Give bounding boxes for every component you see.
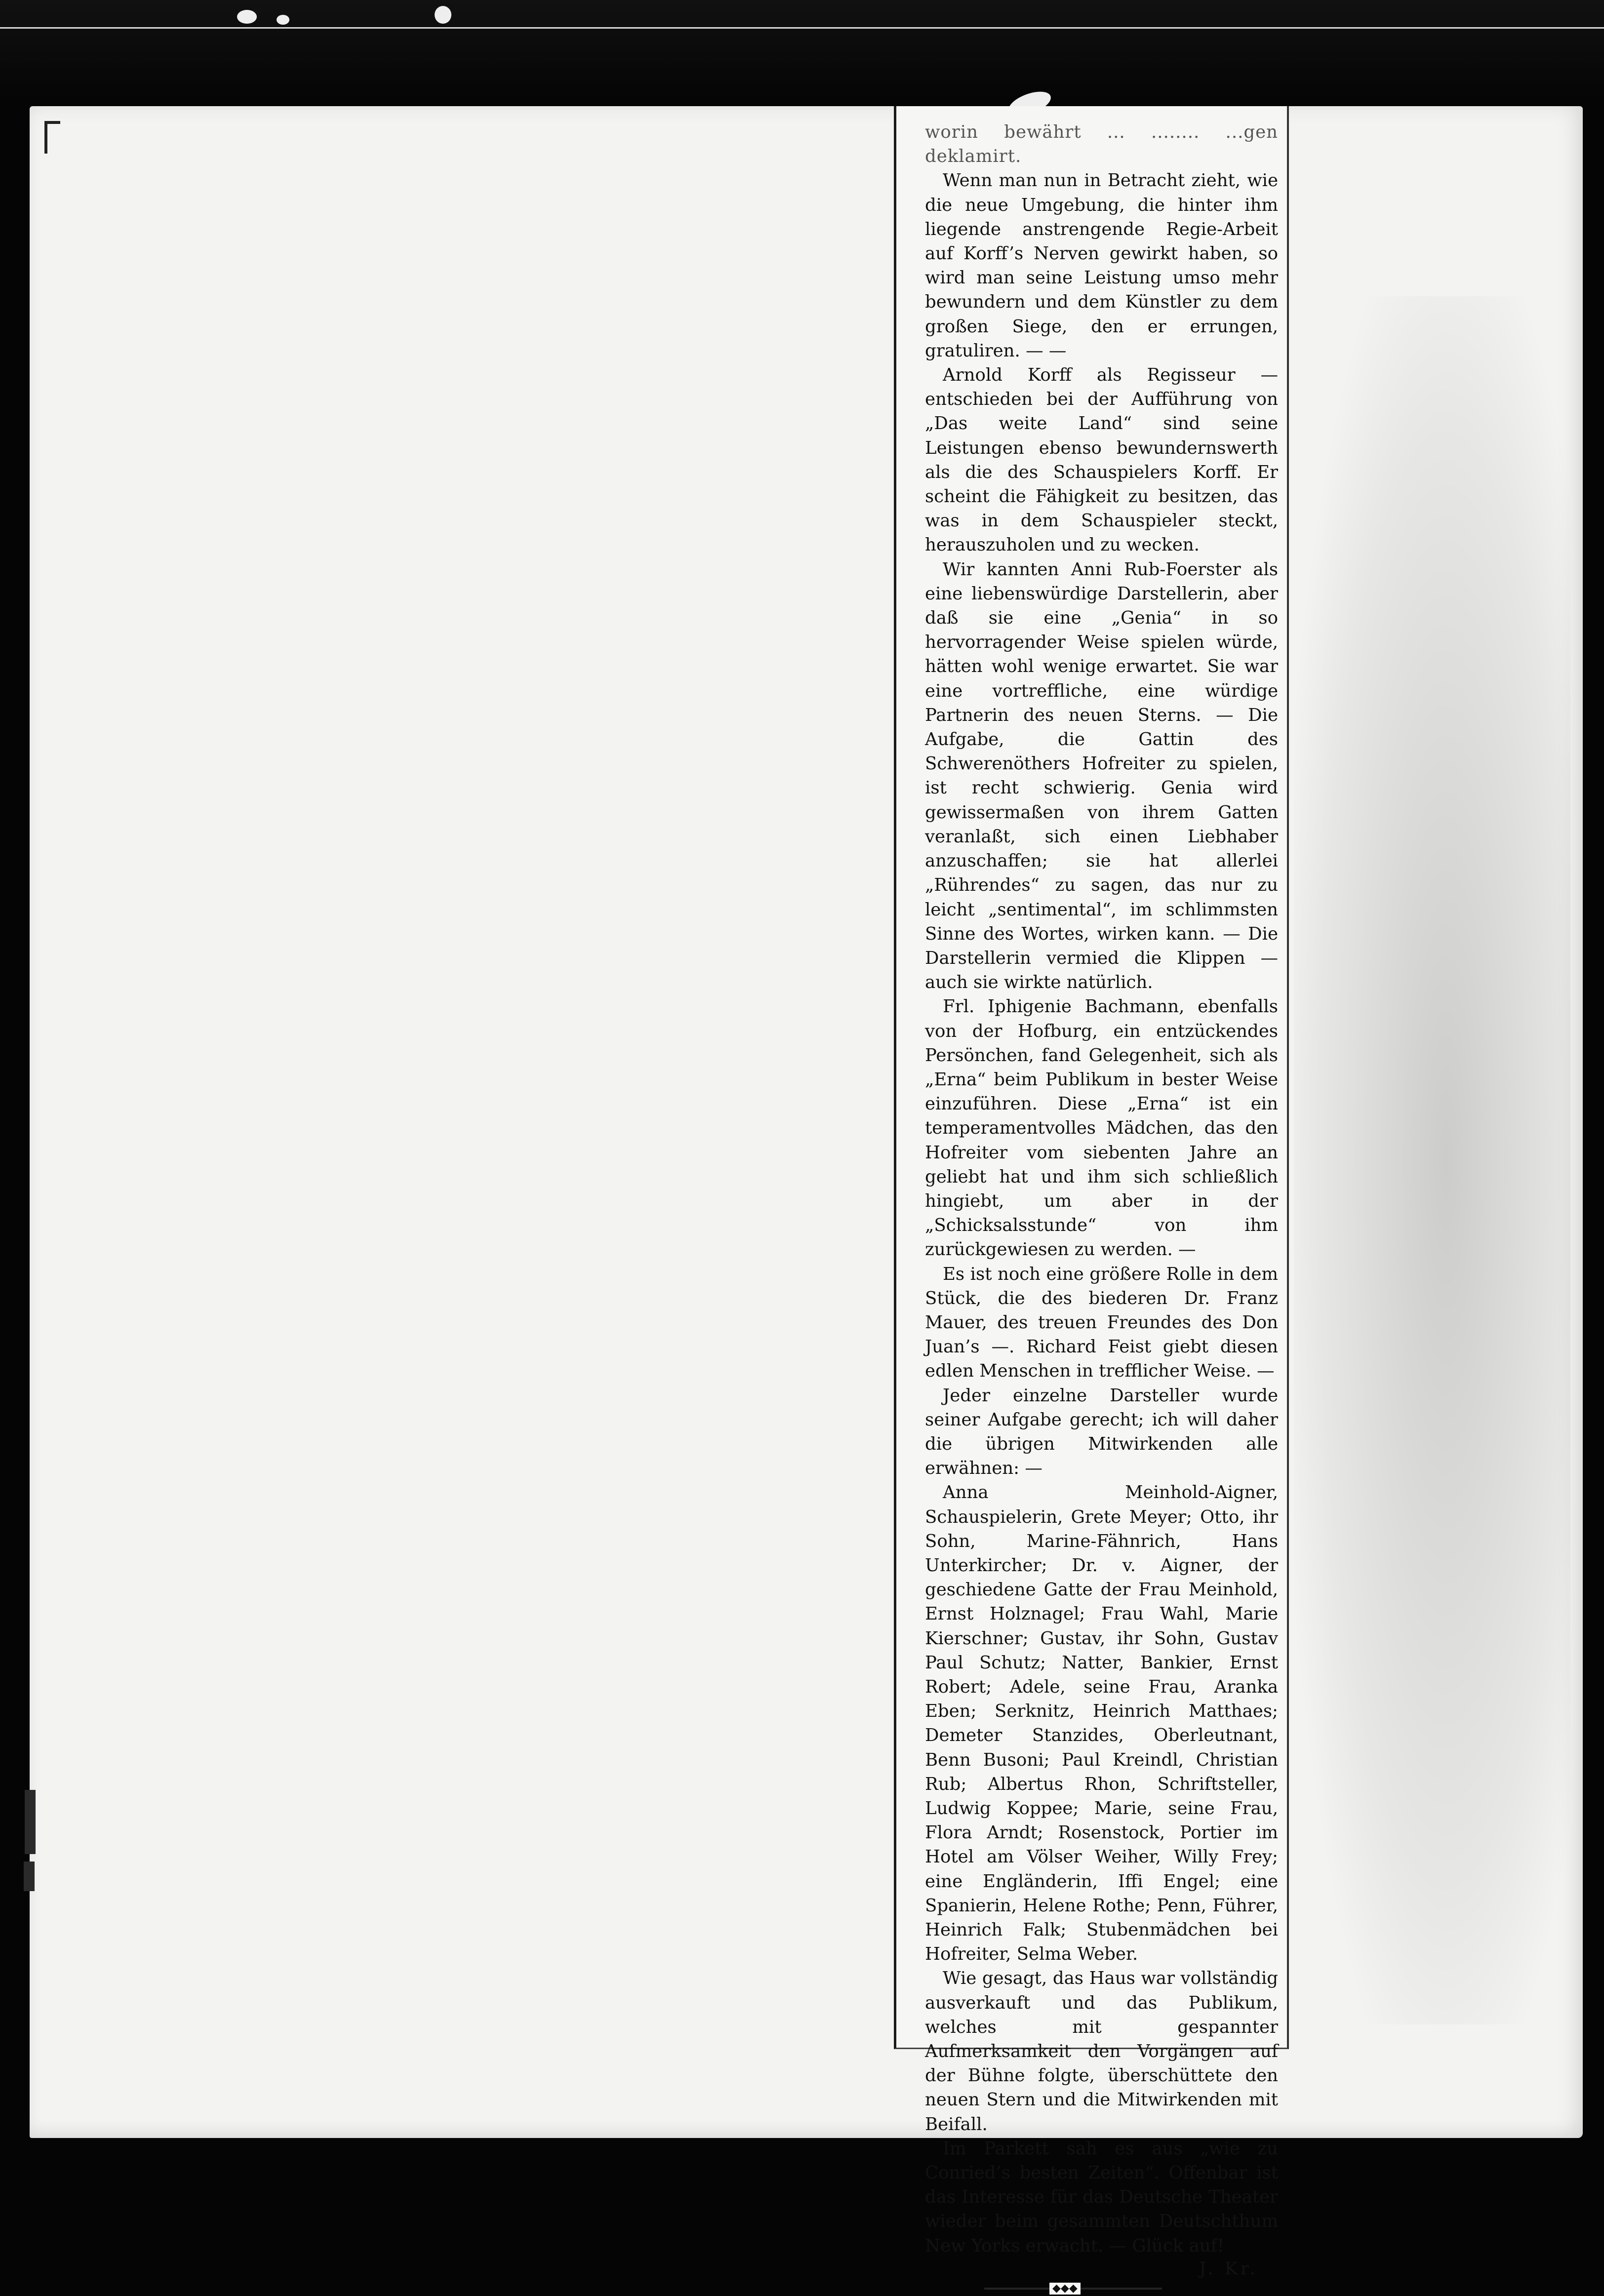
article-paragraph: Wenn man nun in Betracht zieht, wie die neue Umgebung, die hinter ihm liegende anstrengende Regie-Arbeit auf Korff’s Nerven gewirkt haben, so wird man seine Leistung umso mehr bewundern und dem Künstler zu dem großen Siege, den er errungen, gratuliren. — — <box>925 170 1278 361</box>
scan-speck <box>237 10 257 24</box>
article-paragraph: Wie gesagt, das Haus war vollständig ausverkauft und das Publikum, welches mit gespannter Aufmerksamkeit den Vorgängen auf der Bühne folgte, überschüttete den neuen Stern und die Mitwirkenden mit Beifall. <box>925 1968 1278 2135</box>
article-paragraph: Frl. Iphigenie Bachmann, ebenfalls von der Hofburg, ein entzückendes Persönchen, fand Gelegenheit, sich als „Erna“ beim Publikum in bester Weise einzuführen. Diese „Erna“ ist ein temperamentvolles Mädchen, das den Hofreiter vom siebenten Jahre an geliebt hat und ihm sich schließlich hingiebt, um aber in der „Schicksalsstunde“ von ihm zurückgewiesen zu werden. — <box>925 996 1278 1260</box>
newspaper-clipping <box>894 106 1289 2295</box>
article-paragraph: Jeder einzelne Darsteller wurde seiner Aufgabe gerecht; ich will daher die übrigen Mitwirkenden alle erwähnen: — <box>925 1385 1278 1479</box>
article-paragraph: Es ist noch eine größere Rolle in dem Stück, die des biederen Dr. Franz Mauer, des treuen Freundes des Don Juan’s —. Richard Feist giebt diesen edlen Menschen in trefflicher Weise. — <box>925 1264 1278 1382</box>
scan-speck <box>435 6 451 24</box>
margin-mark <box>25 1790 36 1854</box>
article-paragraph: Anna Meinhold-Aigner, Schauspielerin, Grete Meyer; Otto, ihr Sohn, Marine-Fähnrich, Hans Unterkircher; Dr. v. Aigner, der geschiedene Gatte der Frau Meinhold, Ernst Holznagel; Frau Wahl, Marie Kierschner; Gustav, ihr Sohn, Gustav Paul Schutz; Natter, Bankier, Ernst Robert; Adele, seine Frau, Aranka Eben; Serknitz, Heinrich Matthaes; Demeter Stanzides, Oberleutnant, Benn Busoni; Paul Kreindl, Christian Rub; Albertus Rhon, Schriftsteller, Ludwig Koppee; Marie, seine Frau, Flora Arndt; Rosenstock, Portier im Hotel am Völser Weiher, Willy Frey; eine Engländerin, Iffi Engel; eine Spanierin, Helene Rothe; Penn, Führer, Heinrich Falk; Stubenmädchen bei Hofreiter, Selma Weber. <box>925 1482 1278 1965</box>
scan-speck <box>277 15 289 25</box>
closing-rule <box>925 2281 1278 2296</box>
article-paragraph: worin bewährt ... ........ ...gen deklamirt. <box>925 122 1278 167</box>
author-signature: J. Kr. <box>1199 2258 1258 2279</box>
article-paragraph: Arnold Korff als Regisseur — entschieden bei der Aufführung von „Das weite Land“ sind seine Leistungen ebenso bewundernswerth als die des Schauspielers Korff. Er scheint die Fähigkeit zu besitzen, das was in dem Schauspieler steckt, herauszuholen und zu wecken. <box>925 365 1278 555</box>
corner-mark <box>44 121 60 154</box>
margin-mark <box>24 1861 35 1891</box>
rule-ornament: ◆◆◆ <box>1049 2283 1081 2295</box>
article-paragraph: Im Parkett sah es aus „wie zu Conried’s besten Zeiten“. Offenbar ist das Interesse für das Deutsche Theater wieder beim gesammten Deutschthum New Yorks erwacht. — Glück auf! <box>925 2138 1278 2256</box>
article-body <box>925 120 1278 2281</box>
article-paragraph: Wir kannten Anni Rub-Foerster als eine liebenswürdige Darstellerin, aber daß sie eine „Genia“ in so hervorragender Weise spielen würde, hätten wohl wenige erwartet. Sie war eine vortreffliche, eine würdige Partnerin des neuen Sterns. — Die Aufgabe, die Gattin des Schwerenöthers Hofreiter zu spielen, ist recht schwierig. Genia wird gewissermaßen von ihrem Gatten veranlaßt, sich einen Liebhaber anzuschaffen; sie hat allerlei „Rührendes“ zu sagen, das nur zu leicht „sentimental“, im schlimmsten Sinne des Wortes, wirken kann. — Die Darstellerin vermied die Klippen — auch sie wirkte natürlich. <box>925 559 1278 993</box>
scan-shadow <box>1294 296 1570 2024</box>
scan-top-rule <box>0 27 1604 29</box>
